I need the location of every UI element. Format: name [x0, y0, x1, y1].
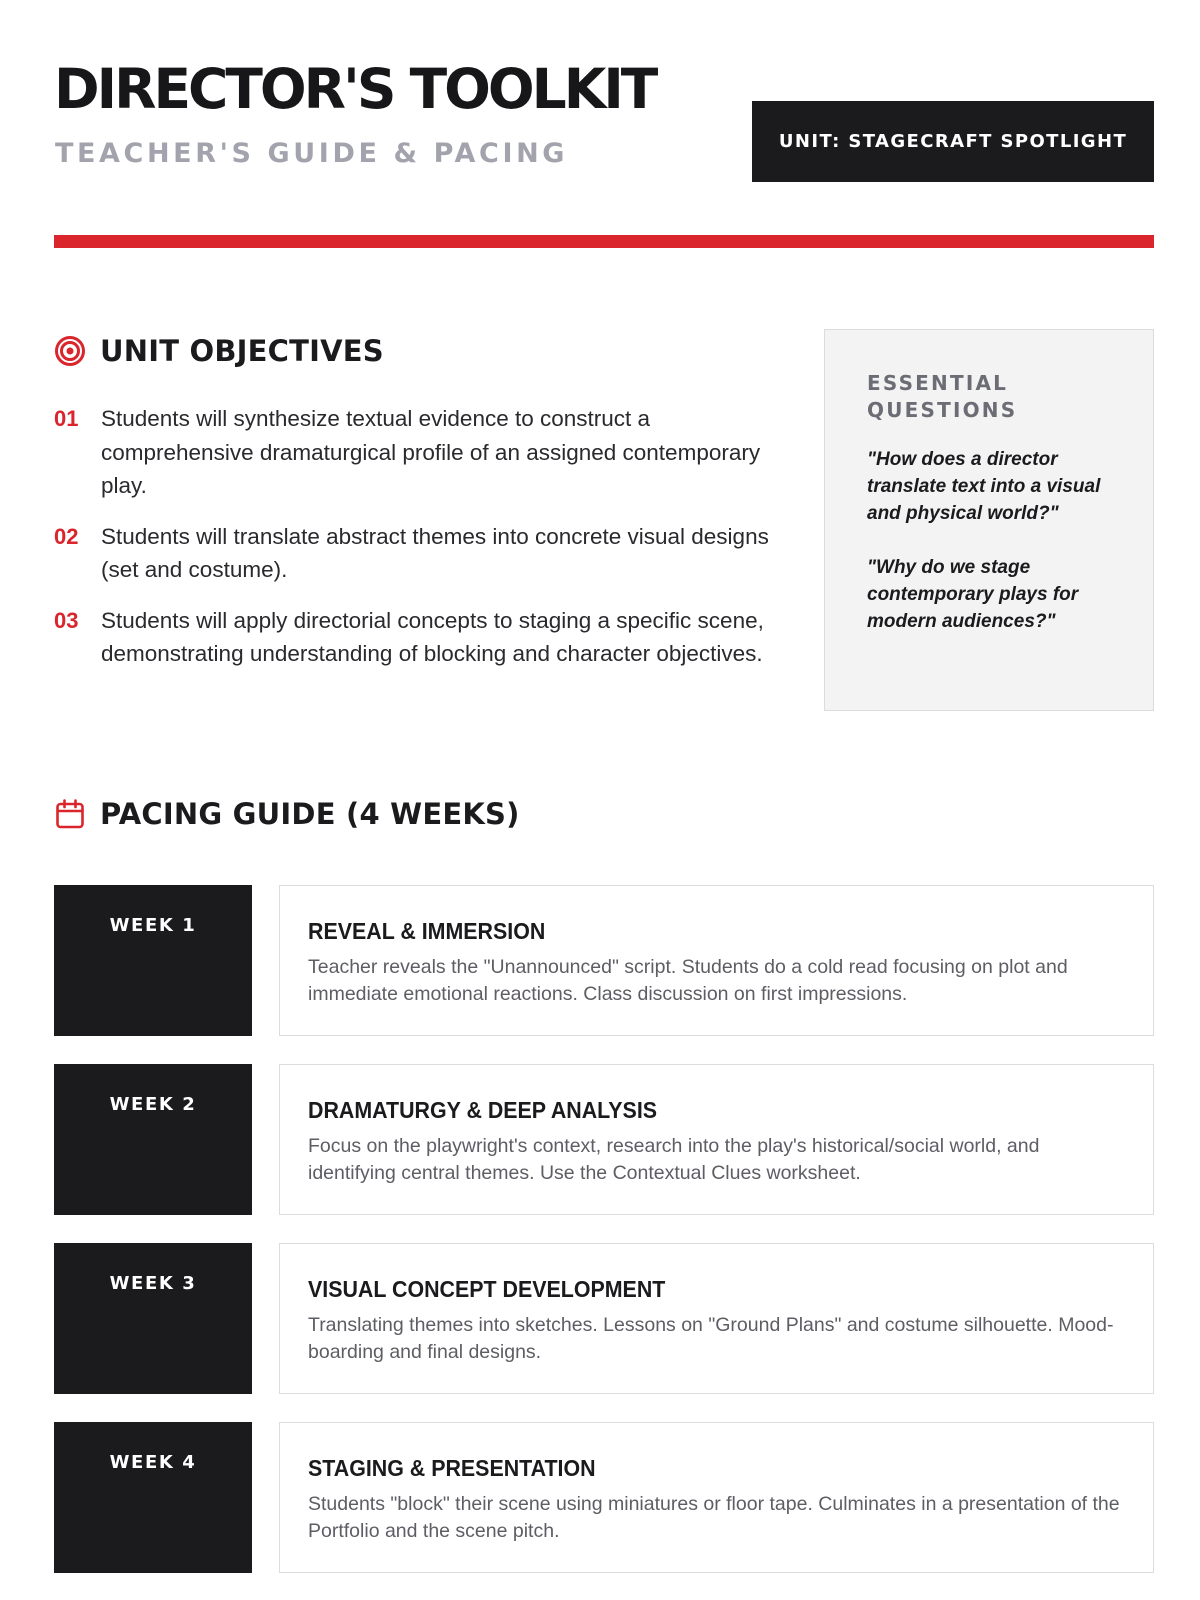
objective-item — [54, 520, 774, 587]
objectives-heading-row — [54, 334, 384, 368]
objective-text: Students will synthesize textual evidence to construct a comprehensive dramaturgical profile of an assigned contemporary play. — [101, 406, 761, 498]
essential-questions-panel — [824, 329, 1154, 711]
week-row — [54, 1243, 1154, 1394]
week-title: DRAMATURGY & DEEP ANALYSIS — [308, 1097, 658, 1123]
pacing-heading: PACING GUIDE (4 WEEKS) — [100, 797, 520, 831]
essential-questions-label: ESSENTIAL QUESTIONS — [867, 371, 1018, 422]
essential-question: "How does a director translate text into a visual and physical world?" — [867, 449, 1101, 524]
objective-number: 03 — [54, 607, 79, 633]
objective-number: 02 — [54, 523, 79, 549]
page-title: DIRECTOR'S TOOLKIT — [54, 57, 656, 121]
week-label: WEEK 2 — [54, 1064, 252, 1215]
week-description: Focus on the playwright's context, research into the play's historical/social world, and identifying central themes. Use the Contextual Clues worksheet. — [308, 1135, 1040, 1184]
objective-item — [54, 604, 774, 671]
week-title: REVEAL & IMMERSION — [308, 918, 546, 944]
week-description: Students "block" their scene using miniatures or floor tape. Culminates in a presentation of the Portfolio and the scene pitch. — [308, 1493, 1120, 1542]
objective-item — [54, 402, 774, 503]
week-description: Teacher reveals the "Unannounced" script. Students do a cold read focusing on plot and immediate emotional reactions. Class discussion on first impressions. — [308, 956, 1068, 1005]
pacing-heading-row — [54, 797, 520, 831]
header-divider — [54, 235, 1154, 248]
calendar-icon — [54, 798, 86, 830]
week-label: WEEK 3 — [54, 1243, 252, 1394]
unit-badge: UNIT: STAGECRAFT SPOTLIGHT — [752, 101, 1154, 182]
week-row — [54, 1422, 1154, 1573]
week-card — [279, 885, 1154, 1036]
objective-number: 01 — [54, 406, 79, 431]
week-label: WEEK 1 — [54, 885, 252, 1036]
objectives-list — [54, 402, 774, 688]
essential-question: "Why do we stage contemporary plays for modern audiences?" — [867, 557, 1079, 632]
week-title: STAGING & PRESENTATION — [308, 1455, 596, 1481]
week-title: VISUAL CONCEPT DEVELOPMENT — [308, 1276, 666, 1302]
week-card — [279, 1422, 1154, 1573]
page-subtitle: TEACHER'S GUIDE & PACING — [55, 138, 569, 169]
week-row — [54, 885, 1154, 1036]
week-card — [279, 1064, 1154, 1215]
objective-text: Students will translate abstract themes into concrete visual designs (set and costume). — [101, 523, 769, 582]
target-icon — [54, 335, 86, 367]
objective-text: Students will apply directorial concepts to staging a specific scene, demonstrating understanding of blocking and character objectives. — [101, 607, 764, 666]
week-card — [279, 1243, 1154, 1394]
objectives-heading: UNIT OBJECTIVES — [100, 334, 384, 368]
week-row — [54, 1064, 1154, 1215]
week-label: WEEK 4 — [54, 1422, 252, 1573]
week-description: Translating themes into sketches. Lessons on "Ground Plans" and costume silhouette. Mood-boarding and final designs. — [308, 1314, 1114, 1363]
